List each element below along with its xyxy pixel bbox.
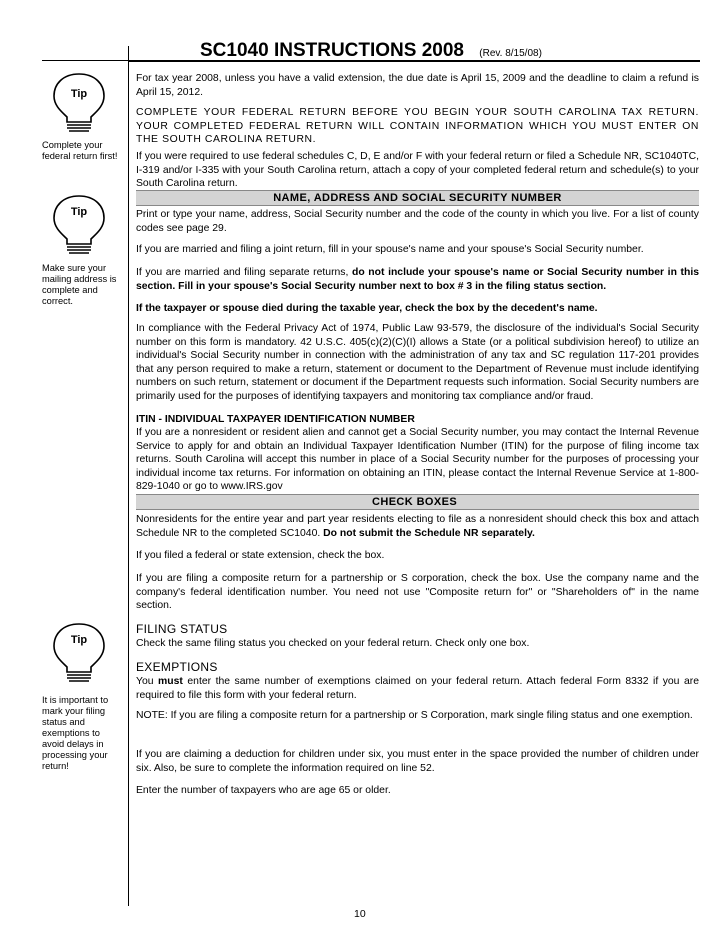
nonresident-bold: Do not submit the Schedule NR separately. (323, 527, 535, 539)
section-heading-name-address: NAME, ADDRESS AND SOCIAL SECURITY NUMBER (136, 190, 699, 206)
column-divider (128, 46, 129, 906)
schedules-paragraph: If you were required to use federal schedules C, D, E and/or F with your federal return or filed a Schedule NR, SC1040TC, I-319 and/or I-335 with your South Carolina return, attach a copy of your completed federal return and schedule(s) to your South Carolina return. (136, 151, 699, 189)
header-rule (128, 60, 700, 62)
lightbulb-tip-icon (50, 192, 108, 256)
itin-heading: ITIN - INDIVIDUAL TAXPAYER IDENTIFICATION NUMBER (136, 414, 415, 425)
exemptions-must: must (158, 676, 183, 687)
exemptions-paragraph (136, 675, 699, 702)
section-heading-check-boxes: CHECK BOXES (136, 494, 699, 510)
tip-text: It is important to mark your filing status and exemptions to avoid delays in processing your return! (42, 695, 109, 771)
title-text: SC1040 INSTRUCTIONS 2008 (200, 40, 464, 61)
lightbulb-tip-icon (50, 70, 108, 134)
privacy-act-paragraph: In compliance with the Federal Privacy Act of 1974, Public Law 93-579, the disclosure of the individual's Social Security number on this form is mandatory. 42 U.S.C. 405(c)(2)(C)(I) allows a State (or a political subdivision hereof) to utilize an individual's Social Security number in connection with the administration of any tax and SC regulation 117-201 provides that any person required to make a return, statement or document to the Department of Revenue must include identifying numbers on such return, statement or document if the Department requests such information. Social Security numbers are primarily used for the purposes of identifying taxpayers and monitoring tax compliance and/or fraud. (136, 323, 699, 402)
tip-text: Complete your federal return first! (42, 140, 118, 161)
composite-paragraph: If you are filing a composite return for a partnership or S corporation, check the box. Use the company name and the company's federal identification number. You need not use "Composite return for" or "Shareholders of" in the name section. (136, 573, 699, 611)
exemptions-text-c: enter the same number of exemptions claimed on your federal return. Attach federal Form 8332 if you are required to file this form with your federal return. (136, 676, 699, 701)
due-date-paragraph: For tax year 2008, unless you have a valid extension, the due date is April 15, 2009 and the deadline to claim a refund is April 15, 2012. (136, 73, 699, 98)
joint-return-paragraph: If you are married and filing a joint return, fill in your spouse's name and your spouse's Social Security number. (136, 244, 644, 255)
exemptions-text-a: You (136, 676, 159, 687)
federal-return-paragraph: COMPLETE YOUR FEDERAL RETURN BEFORE YOU BEGIN YOUR SOUTH CAROLINA TAX RETURN. YOUR COMPLETED FEDERAL RETURN WILL CONTAIN INFORMATION WHICH YOU MUST ENTER ON THE SOUTH CAROLINA RETURN. (136, 107, 699, 145)
composite-note-paragraph: NOTE: If you are filing a composite return for a partnership or S Corporation, mark single filing status and one exemption. (136, 710, 693, 721)
children-paragraph: If you are claiming a deduction for children under six, you must enter in the space provided the number of children under six. Also, be sure to complete the information required on line 52. (136, 749, 699, 774)
itin-paragraph: If you are a nonresident or resident alien and cannot get a Social Security number, you may contact the Internal Revenue Service to apply for and obtain an Individual Taxpayer Identification Number (ITIN) for the purpose of filing income tax returns. South Carolina will accept this number in place of a Social Security number for the purposes of processing your individual income tax returns. For information on obtaining an ITIN, please contact the Internal Revenue Service at 1-800-829-1040 or go to www.IRS.gov (136, 427, 699, 492)
extension-paragraph: If you filed a federal or state extension, check the box. (136, 550, 385, 561)
revision-text: (Rev. 8/15/08) (479, 48, 542, 59)
tip-label: Tip (70, 634, 88, 646)
page-number: 10 (354, 908, 366, 920)
separate-return-bold: do not include your spouse's name or Social Security number in this section. Fill in your spouse's Social Security number next to box # 3 in the filing status section. (136, 267, 700, 292)
separate-return-paragraph (136, 266, 699, 293)
lightbulb-tip-icon (50, 620, 108, 684)
exemptions-heading: EXEMPTIONS (136, 660, 218, 674)
left-header-rule (42, 60, 128, 61)
age-65-paragraph: Enter the number of taxpayers who are age 65 or older. (136, 785, 391, 796)
separate-return-text: If you are married and filing separate returns, (136, 267, 352, 278)
filing-status-heading: FILING STATUS (136, 622, 228, 636)
nonresident-paragraph (136, 513, 699, 540)
name-paragraph: Print or type your name, address, Social Security number and the code of the county in which you live. For a list of county codes see page 29. (136, 209, 699, 234)
decedent-paragraph: If the taxpayer or spouse died during the taxable year, check the box by the decedent's name. (136, 303, 598, 314)
tip-text: Make sure your mailing address is complete and correct. (42, 263, 117, 306)
filing-status-paragraph: Check the same filing status you checked on your federal return. Check only one box. (136, 638, 530, 649)
nonresident-text: Nonresidents for the entire year and part year residents electing to file as a nonresident should check this box and attach Schedule NR to the completed SC1040. (136, 514, 699, 539)
tip-label: Tip (70, 88, 88, 100)
tip-label: Tip (70, 206, 88, 218)
page-title (200, 40, 700, 62)
